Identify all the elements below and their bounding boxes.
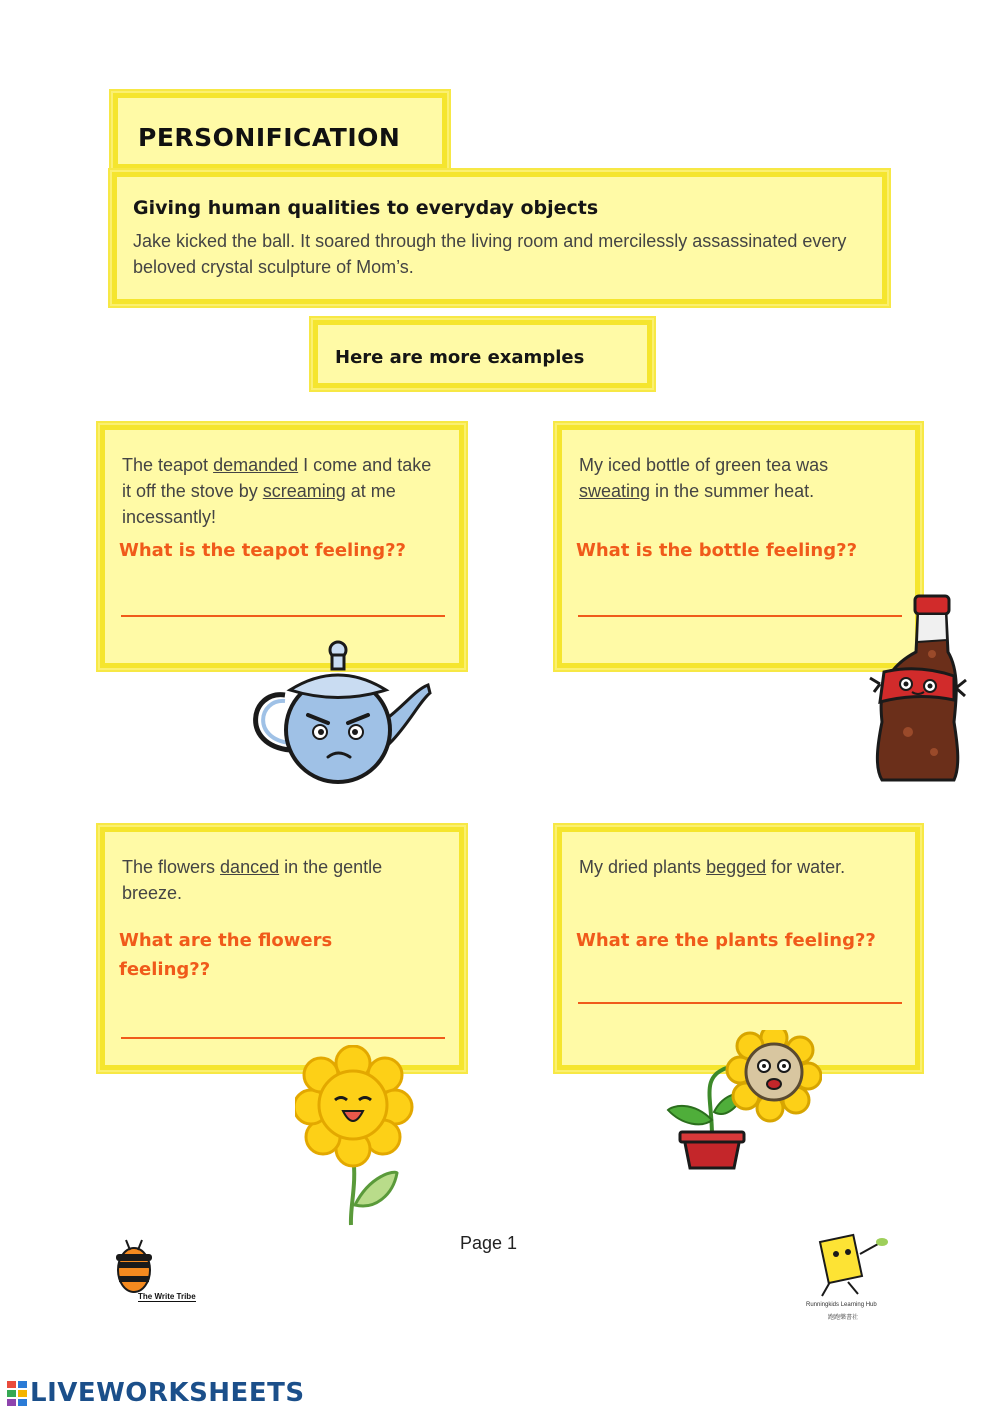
definition-box [112,172,887,304]
wilted-plant-icon [662,1030,822,1172]
verb-sweating: sweating [579,481,651,501]
write-tribe-logo [108,1236,218,1308]
card-example-text: The flowers danced in the gentle breeze. [122,857,383,903]
card-question: What are the flowers feeling?? [119,930,333,980]
happy-flower-icon [295,1045,415,1227]
learning-hub-sublabel: 跑跑樂書社 [828,1315,859,1321]
cola-bottle-icon [868,592,968,787]
verb-demanded: demanded [213,455,299,475]
verb-begged: begged [706,857,767,877]
card-question: What is the bottle feeling?? [576,540,858,561]
running-book-icon [802,1230,892,1300]
answer-line[interactable] [121,615,445,617]
liveworksheets-logo-icon [6,1379,30,1407]
definition-example: Jake kicked the ball. It soared through the living room and mercilessly assassinated every beloved crystal sculpture of Mom’s. [133,231,847,277]
title-box [113,93,447,169]
learning-hub-label: Runningkids Learning Hub [806,1302,877,1308]
write-tribe-label: The Write Tribe [138,1292,196,1301]
card-flowers [100,827,464,1070]
angry-teapot-icon [240,635,435,785]
answer-line[interactable] [578,1002,902,1004]
answer-line[interactable] [121,1037,445,1039]
verb-screaming: screaming [262,481,346,501]
definition-heading: Giving human qualities to everyday objects [133,197,599,219]
card-question: What is the teapot feeling?? [119,540,406,561]
page-title: PERSONIFICATION [138,123,401,152]
page-number: Page 1 [460,1233,518,1253]
card-example-text: The teapot demanded I come and take it off the stove by screaming at me incessantly! [122,455,432,527]
answer-line[interactable] [578,615,902,617]
liveworksheets-brand [6,1378,305,1408]
card-example-text: My iced bottle of green tea was sweating in the summer heat. [579,455,829,501]
learning-hub-logo [802,1230,902,1326]
more-examples-box [313,320,652,388]
card-bottle [557,425,920,668]
brand-worksheets: WORKSHEETS [96,1378,305,1408]
verb-danced: danced [220,857,280,877]
more-examples-label: Here are more examples [335,347,585,368]
brand-live: LIVE [30,1378,97,1408]
card-question: What are the plants feeling?? [576,930,876,951]
card-teapot [100,425,464,668]
card-example-text: My dried plants begged for water. [579,857,846,877]
bee-logo-icon [108,1236,168,1296]
